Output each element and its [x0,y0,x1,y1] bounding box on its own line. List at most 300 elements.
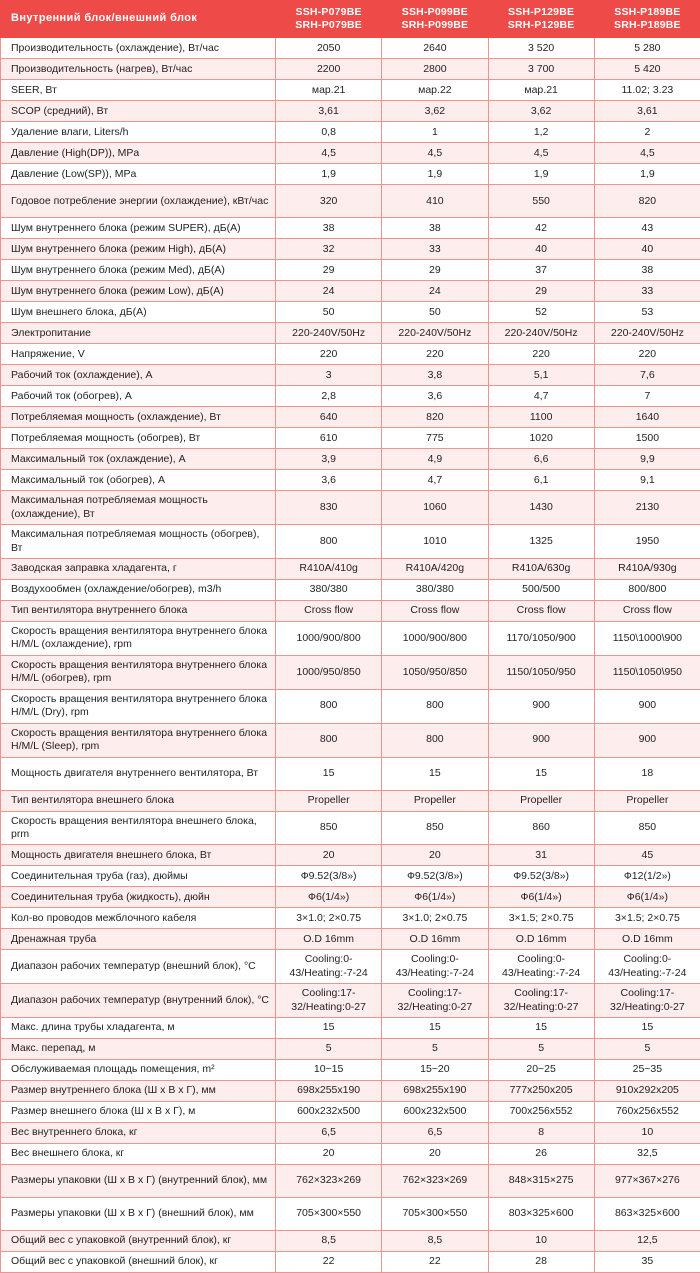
column-header-parameter: Внутренний блок/внешний блок [1,1,276,38]
value-cell-model-4: 220-240V/50Hz [594,323,700,344]
parameter-label: Дренажная труба [1,929,276,950]
value-cell-model-1: 4,5 [276,143,382,164]
parameter-label: Максимальная потребляемая мощность (обогрев), Вт [1,525,276,559]
table-row [1,470,700,491]
table-header-row [1,1,700,38]
value-cell-model-4: 820 [594,185,700,218]
value-cell-model-1: 705×300×550 [276,1198,382,1231]
value-cell-model-3: 20~25 [488,1060,594,1081]
parameter-label: Напряжение, V [1,344,276,365]
parameter-label: Максимальный ток (охлаждение), А [1,449,276,470]
value-cell-model-3: 500/500 [488,580,594,601]
value-cell-model-3: 5,1 [488,365,594,386]
table-row [1,323,700,344]
value-cell-model-2: Ф6(1/4») [382,887,488,908]
value-cell-model-3: 803×325×600 [488,1198,594,1231]
column-header-model-3: SSH-P129BE SRH-P129BE [488,1,594,38]
value-cell-model-2: 220-240V/50Hz [382,323,488,344]
value-cell-model-1: Cooling:0-43/Heating:-7-24 [276,950,382,984]
value-cell-model-4: 1150\1000\900 [594,622,700,656]
column-header-model-4: SSH-P189BE SRH-P189BE [594,1,700,38]
value-cell-model-1: 698x255x190 [276,1081,382,1102]
parameter-label: Обслуживаемая площадь помещения, m² [1,1060,276,1081]
parameter-label: Тип вентилятора внутреннего блока [1,601,276,622]
value-cell-model-1: 2200 [276,59,382,80]
table-row [1,344,700,365]
value-cell-model-4: 38 [594,260,700,281]
value-cell-model-1: R410A/410g [276,559,382,580]
value-cell-model-2: 2800 [382,59,488,80]
value-cell-model-3: 848×315×275 [488,1165,594,1198]
value-cell-model-1: 640 [276,407,382,428]
table-row [1,260,700,281]
parameter-label: Максимальная потребляемая мощность (охлаждение), Вт [1,491,276,525]
value-cell-model-2: 24 [382,281,488,302]
value-cell-model-2: 1,9 [382,164,488,185]
table-row [1,929,700,950]
table-row [1,38,700,59]
value-cell-model-1: 600x232x500 [276,1102,382,1123]
value-cell-model-4: 25~35 [594,1060,700,1081]
value-cell-model-4: 1,9 [594,164,700,185]
value-cell-model-1: 610 [276,428,382,449]
value-cell-model-1: 800 [276,689,382,723]
parameter-label: SEER, Вт [1,80,276,101]
value-cell-model-1: 762×323×269 [276,1165,382,1198]
value-cell-model-3: 8 [488,1123,594,1144]
value-cell-model-4: 1640 [594,407,700,428]
value-cell-model-2: 3,8 [382,365,488,386]
value-cell-model-3: 3,62 [488,101,594,122]
value-cell-model-2: Cross flow [382,601,488,622]
value-cell-model-3: 900 [488,723,594,757]
value-cell-model-3: 220-240V/50Hz [488,323,594,344]
value-cell-model-3: 860 [488,811,594,845]
value-cell-model-4: 33 [594,281,700,302]
value-cell-model-2: 410 [382,185,488,218]
parameter-label: Максимальный ток (обогрев), А [1,470,276,491]
value-cell-model-4: 12,5 [594,1231,700,1252]
parameter-label: Размеры упаковки (Ш x В x Г) (внешний блок), мм [1,1198,276,1231]
value-cell-model-4: 5 [594,1039,700,1060]
table-row [1,601,700,622]
value-cell-model-1: 38 [276,218,382,239]
table-row [1,302,700,323]
table-row [1,449,700,470]
parameter-label: Тип вентилятора внешнего блока [1,790,276,811]
value-cell-model-3: 1020 [488,428,594,449]
value-cell-model-1: мар.21 [276,80,382,101]
table-row [1,525,700,559]
value-cell-model-2: R410A/420g [382,559,488,580]
value-cell-model-3: 4,5 [488,143,594,164]
value-cell-model-4: 43 [594,218,700,239]
table-row [1,239,700,260]
value-cell-model-3: 1100 [488,407,594,428]
table-row [1,164,700,185]
parameter-label: Общий вес с упаковкой (внутренний блок), кг [1,1231,276,1252]
value-cell-model-3: 700x256x552 [488,1102,594,1123]
value-cell-model-3: Cooling:17-32/Heating:0-27 [488,984,594,1018]
parameter-label: Потребляемая мощность (охлаждение), Вт [1,407,276,428]
table-row [1,491,700,525]
value-cell-model-2: 15~20 [382,1060,488,1081]
value-cell-model-4: 760x256x552 [594,1102,700,1123]
value-cell-model-1: 8,5 [276,1231,382,1252]
value-cell-model-4: 7,6 [594,365,700,386]
value-cell-model-4: 3,61 [594,101,700,122]
parameter-label: Электропитание [1,323,276,344]
value-cell-model-4: 5 280 [594,38,700,59]
value-cell-model-2: Propeller [382,790,488,811]
value-cell-model-1: Propeller [276,790,382,811]
value-cell-model-4: 4,5 [594,143,700,164]
parameter-label: Диапазон рабочих температур (внутренний блок), °С [1,984,276,1018]
value-cell-model-3: 42 [488,218,594,239]
value-cell-model-4: Ф12(1/2») [594,866,700,887]
table-row [1,866,700,887]
value-cell-model-3: 52 [488,302,594,323]
table-row [1,1018,700,1039]
value-cell-model-4: R410A/930g [594,559,700,580]
parameter-label: Размер внешнего блока (Ш x В x Г), м [1,1102,276,1123]
table-row [1,559,700,580]
parameter-label: Общий вес с упаковкой (внешний блок), кг [1,1252,276,1273]
value-cell-model-1: 22 [276,1252,382,1273]
value-cell-model-2: 20 [382,845,488,866]
value-cell-model-2: 3,62 [382,101,488,122]
value-cell-model-2: 800 [382,689,488,723]
value-cell-model-4: 850 [594,811,700,845]
value-cell-model-4: Cross flow [594,601,700,622]
value-cell-model-4: 3×1.5; 2×0.75 [594,908,700,929]
table-row [1,950,700,984]
value-cell-model-3: 37 [488,260,594,281]
value-cell-model-4: 2 [594,122,700,143]
table-row [1,790,700,811]
table-row [1,723,700,757]
value-cell-model-1: 3,61 [276,101,382,122]
value-cell-model-2: 29 [382,260,488,281]
value-cell-model-4: 35 [594,1252,700,1273]
table-row [1,984,700,1018]
value-cell-model-2: 38 [382,218,488,239]
table-row [1,218,700,239]
value-cell-model-2: 2640 [382,38,488,59]
value-cell-model-2: 50 [382,302,488,323]
value-cell-model-4: 800/800 [594,580,700,601]
value-cell-model-4: 220 [594,344,700,365]
value-cell-model-3: 1170/1050/900 [488,622,594,656]
table-row [1,689,700,723]
table-body [1,38,700,1273]
value-cell-model-3: 29 [488,281,594,302]
table-row [1,887,700,908]
value-cell-model-2: 5 [382,1039,488,1060]
parameter-label: Скорость вращения вентилятора внутреннего блока H/M/L (обогрев), rpm [1,655,276,689]
value-cell-model-2: 800 [382,723,488,757]
value-cell-model-4: 32,5 [594,1144,700,1165]
parameter-label: Диапазон рабочих температур (внешний блок), °С [1,950,276,984]
value-cell-model-1: 1000/950/850 [276,655,382,689]
table-row [1,365,700,386]
value-cell-model-4: 5 420 [594,59,700,80]
value-cell-model-3: R410A/630g [488,559,594,580]
value-cell-model-2: 1060 [382,491,488,525]
parameter-label: Размер внутреннего блока (Ш x В x Г), мм [1,1081,276,1102]
table-row [1,185,700,218]
value-cell-model-3: 26 [488,1144,594,1165]
value-cell-model-2: 15 [382,1018,488,1039]
table-row [1,407,700,428]
table-row [1,811,700,845]
value-cell-model-3: 1325 [488,525,594,559]
value-cell-model-4: Cooling:17-32/Heating:0-27 [594,984,700,1018]
value-cell-model-1: 220-240V/50Hz [276,323,382,344]
value-cell-model-4: 18 [594,757,700,790]
value-cell-model-3: 31 [488,845,594,866]
parameter-label: Вес внутреннего блока, кг [1,1123,276,1144]
value-cell-model-2: 705×300×550 [382,1198,488,1231]
value-cell-model-4: 2130 [594,491,700,525]
table-row [1,1144,700,1165]
table-row [1,1231,700,1252]
value-cell-model-4: 9,9 [594,449,700,470]
parameter-label: Макс. перепад, м [1,1039,276,1060]
parameter-label: Скорость вращения вентилятора внутреннего блока H/M/L (Sleep), rpm [1,723,276,757]
parameter-label: Кол-во проводов межблочного кабеля [1,908,276,929]
value-cell-model-3: 28 [488,1252,594,1273]
parameter-label: Заводская заправка хладагента, г [1,559,276,580]
parameter-label: Соединительная труба (жидкость), дюйн [1,887,276,908]
parameter-label: Шум внутреннего блока (режим Med), дБ(А) [1,260,276,281]
table-row [1,1081,700,1102]
value-cell-model-4: 1950 [594,525,700,559]
value-cell-model-4: 1150\1050\950 [594,655,700,689]
value-cell-model-4: 15 [594,1018,700,1039]
value-cell-model-1: 3×1.0; 2×0.75 [276,908,382,929]
value-cell-model-2: 1000/900/800 [382,622,488,656]
parameter-label: Мощность двигателя внешнего блока, Вт [1,845,276,866]
value-cell-model-3: 40 [488,239,594,260]
value-cell-model-1: 800 [276,525,382,559]
value-cell-model-4: Propeller [594,790,700,811]
value-cell-model-4: Cooling:0-43/Heating:-7-24 [594,950,700,984]
value-cell-model-2: 22 [382,1252,488,1273]
value-cell-model-2: Cooling:17-32/Heating:0-27 [382,984,488,1018]
table-row [1,386,700,407]
column-header-model-1: SSH-P079BE SRH-P079BE [276,1,382,38]
value-cell-model-3: 10 [488,1231,594,1252]
parameter-label: Давление (Low(SP)), MPa [1,164,276,185]
value-cell-model-4: 900 [594,689,700,723]
parameter-label: Шум внутреннего блока (режим Low), дБ(А) [1,281,276,302]
value-cell-model-3: 1150/1050/950 [488,655,594,689]
value-cell-model-1: 5 [276,1039,382,1060]
value-cell-model-1: 1000/900/800 [276,622,382,656]
value-cell-model-2: 762×323×269 [382,1165,488,1198]
parameter-label: Рабочий ток (обогрев), А [1,386,276,407]
value-cell-model-3: 15 [488,1018,594,1039]
value-cell-model-2: 8,5 [382,1231,488,1252]
value-cell-model-2: 4,7 [382,470,488,491]
table-row [1,1102,700,1123]
value-cell-model-1: 50 [276,302,382,323]
value-cell-model-4: 900 [594,723,700,757]
table-row [1,1039,700,1060]
value-cell-model-3: 3×1.5; 2×0.75 [488,908,594,929]
value-cell-model-2: 698x255x190 [382,1081,488,1102]
value-cell-model-1: O.D 16mm [276,929,382,950]
value-cell-model-1: 29 [276,260,382,281]
value-cell-model-3: 1,2 [488,122,594,143]
table-row [1,580,700,601]
value-cell-model-4: 977×367×276 [594,1165,700,1198]
parameter-label: Удаление влаги, Liters/h [1,122,276,143]
value-cell-model-1: 320 [276,185,382,218]
value-cell-model-2: 600x232x500 [382,1102,488,1123]
value-cell-model-1: 3 [276,365,382,386]
column-header-model-2: SSH-P099BE SRH-P099BE [382,1,488,38]
parameter-label: Производительность (нагрев), Вт/час [1,59,276,80]
value-cell-model-2: 20 [382,1144,488,1165]
value-cell-model-2: 4,9 [382,449,488,470]
value-cell-model-4: 9,1 [594,470,700,491]
value-cell-model-3: O.D 16mm [488,929,594,950]
value-cell-model-4: 45 [594,845,700,866]
parameter-label: Шум внутреннего блока (режим High), дБ(А) [1,239,276,260]
value-cell-model-1: 830 [276,491,382,525]
value-cell-model-1: Cross flow [276,601,382,622]
value-cell-model-1: 2,8 [276,386,382,407]
parameter-label: Шум внешнего блока, дБ(А) [1,302,276,323]
value-cell-model-2: Cooling:0-43/Heating:-7-24 [382,950,488,984]
value-cell-model-1: 850 [276,811,382,845]
parameter-label: Мощность двигателя внутреннего вентилятора, Вт [1,757,276,790]
table-row [1,1198,700,1231]
table-row [1,101,700,122]
value-cell-model-3: Cross flow [488,601,594,622]
value-cell-model-1: 20 [276,1144,382,1165]
value-cell-model-1: 6,5 [276,1123,382,1144]
parameter-label: Соединительная труба (газ), дюймы [1,866,276,887]
table-row [1,655,700,689]
parameter-label: Производительность (охлаждение), Вт/час [1,38,276,59]
table-row [1,281,700,302]
value-cell-model-4: 40 [594,239,700,260]
value-cell-model-3: 3 700 [488,59,594,80]
value-cell-model-1: Ф6(1/4») [276,887,382,908]
parameter-label: Скорость вращения вентилятора внешнего блока, prm [1,811,276,845]
value-cell-model-4: 10 [594,1123,700,1144]
value-cell-model-2: 1050/950/850 [382,655,488,689]
value-cell-model-1: 10~15 [276,1060,382,1081]
parameter-label: Давление (High(DP)), MPa [1,143,276,164]
value-cell-model-3: 220 [488,344,594,365]
parameter-label: Воздухообмен (охлаждение/обогрев), m3/h [1,580,276,601]
value-cell-model-1: 24 [276,281,382,302]
parameter-label: Вес внешнего блока, кг [1,1144,276,1165]
value-cell-model-2: 850 [382,811,488,845]
table-row [1,428,700,449]
parameter-label: Макс. длина трубы хладагента, м [1,1018,276,1039]
parameter-label: Годовое потребление энергии (охлаждение), кВт/час [1,185,276,218]
value-cell-model-4: 863×325×600 [594,1198,700,1231]
value-cell-model-2: 3×1.0; 2×0.75 [382,908,488,929]
parameter-label: Рабочий ток (охлаждение), А [1,365,276,386]
value-cell-model-3: 1430 [488,491,594,525]
value-cell-model-4: 910x292x205 [594,1081,700,1102]
value-cell-model-1: 380/380 [276,580,382,601]
value-cell-model-2: 1 [382,122,488,143]
value-cell-model-3: 777x250x205 [488,1081,594,1102]
value-cell-model-4: 1500 [594,428,700,449]
parameter-label: Шум внутреннего блока (режим SUPER), дБ(А) [1,218,276,239]
value-cell-model-2: 6,5 [382,1123,488,1144]
parameter-label: Скорость вращения вентилятора внутреннего блока H/M/L (охлаждение), rpm [1,622,276,656]
value-cell-model-3: Ф6(1/4») [488,887,594,908]
value-cell-model-2: 4,5 [382,143,488,164]
value-cell-model-3: 6,1 [488,470,594,491]
table-row [1,845,700,866]
value-cell-model-4: 11.02; 3.23 [594,80,700,101]
parameter-label: Скорость вращения вентилятора внутреннего блока H/M/L (Dry), rpm [1,689,276,723]
value-cell-model-3: мар.21 [488,80,594,101]
value-cell-model-1: 2050 [276,38,382,59]
value-cell-model-2: 775 [382,428,488,449]
table-row [1,908,700,929]
parameter-label: Размеры упаковки (Ш x В x Г) (внутренний блок), мм [1,1165,276,1198]
value-cell-model-3: Ф9.52(3/8») [488,866,594,887]
value-cell-model-3: 3 520 [488,38,594,59]
value-cell-model-3: 4,7 [488,386,594,407]
value-cell-model-3: 15 [488,757,594,790]
value-cell-model-2: 220 [382,344,488,365]
table-row [1,757,700,790]
value-cell-model-3: 1,9 [488,164,594,185]
table-row [1,1060,700,1081]
value-cell-model-3: Propeller [488,790,594,811]
value-cell-model-3: 900 [488,689,594,723]
table-row [1,80,700,101]
value-cell-model-2: 1010 [382,525,488,559]
value-cell-model-2: 33 [382,239,488,260]
value-cell-model-3: 5 [488,1039,594,1060]
value-cell-model-1: 15 [276,1018,382,1039]
value-cell-model-2: мар.22 [382,80,488,101]
parameter-label: Потребляемая мощность (обогрев), Вт [1,428,276,449]
value-cell-model-3: Cooling:0-43/Heating:-7-24 [488,950,594,984]
value-cell-model-4: O.D 16mm [594,929,700,950]
table-header [1,1,700,38]
table-row [1,1165,700,1198]
table-row [1,1123,700,1144]
value-cell-model-1: 32 [276,239,382,260]
value-cell-model-1: 20 [276,845,382,866]
value-cell-model-2: O.D 16mm [382,929,488,950]
table-row [1,59,700,80]
value-cell-model-1: 0,8 [276,122,382,143]
parameter-label: SCOP (средний), Вт [1,101,276,122]
value-cell-model-1: Ф9.52(3/8») [276,866,382,887]
value-cell-model-2: 3,6 [382,386,488,407]
table-row [1,122,700,143]
value-cell-model-3: 6,6 [488,449,594,470]
table-row [1,1252,700,1273]
value-cell-model-2: 15 [382,757,488,790]
value-cell-model-4: Ф6(1/4») [594,887,700,908]
value-cell-model-2: Ф9.52(3/8») [382,866,488,887]
